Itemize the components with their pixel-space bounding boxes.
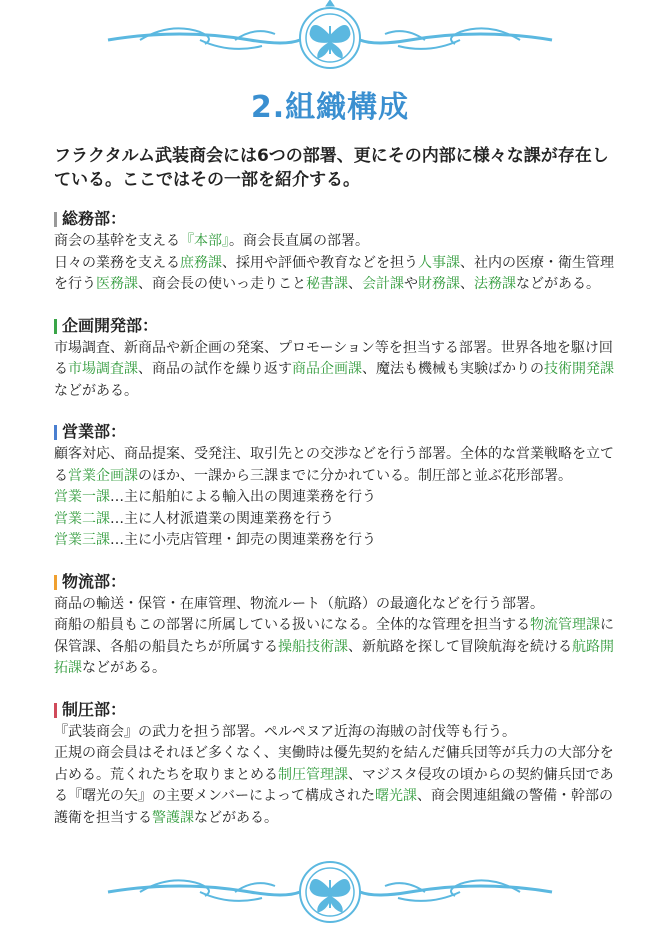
section-bar: [54, 212, 57, 227]
intro-text: フラクタルム武装商会には6つの部署、更にその内部に様々な課が存在している。ここではその一部を紹介する。: [54, 146, 609, 190]
enforcement-paragraph-1: 『武装商会』の武力を担う部署。ペルペヌア近海の海賊の討伐等も行う。: [54, 723, 516, 740]
section-title-general: [54, 208, 614, 230]
section-title-text: 総務部：: [62, 209, 127, 228]
section-bar: [54, 319, 57, 334]
general-paragraph-1: 商会の基幹を支える『本部』。商会長直属の部署。: [54, 233, 369, 249]
section-logistics: [54, 571, 614, 680]
section-sales: [54, 421, 614, 552]
section-general: [54, 208, 614, 296]
section-planning: [54, 315, 614, 403]
section-title-planning: [54, 315, 614, 337]
section-enforcement: [54, 699, 614, 830]
logistics-paragraph-2: 商船の船員もこの部署に所属している扱いになる。全体的な管理を担当する物流管理課に保管課、各船の船員たちが所属する操船技術課、新航路を探して冒険航海を続ける航路開拓課などがある。: [54, 617, 614, 676]
section-title-text: 企画開発部：: [62, 315, 159, 335]
page-title: 2.組織構成: [250, 90, 410, 125]
sales-line-1: 営業一課…主に船舶による輸入出の関連業務を行う: [54, 489, 376, 505]
butterfly-ornament-icon: [108, 862, 552, 922]
section-title-text: 制圧部：: [62, 699, 127, 719]
section-title-text: 物流部：: [62, 571, 127, 591]
section-title-logistics: [54, 571, 614, 593]
sales-line-3: 営業三課…主に小売店管理・卸売の関連業務を行う: [54, 532, 376, 548]
logistics-paragraph-1: 商品の輸送・保管・在庫管理、物流ルート（航路）の最適化などを行う部署。: [54, 595, 544, 612]
general-paragraph-2: 日々の業務を支える庶務課、採用や評価や教育などを担う人事課、社内の医療・衛生管理を行う医務課、商会長の使いっ走りこと秘書課、会計課や財務課、法務課などがある。: [54, 254, 614, 292]
section-bar: [54, 575, 57, 590]
section-title-sales: [54, 421, 614, 443]
section-title-enforcement: [54, 699, 614, 721]
section-bar: [54, 703, 57, 718]
top-ornament: [0, 0, 660, 80]
planning-paragraph-1: 市場調査、新商品や新企画の発案、プロモーション等を担当する部署。世界各地を駆け回る市場調査課、商品の試作を繰り返す商品企画課、魔法も機械も実験ばかりの技術開発課などがある。: [54, 339, 614, 399]
section-title-text: 営業部：: [62, 422, 127, 441]
enforcement-paragraph-2: 正規の商会員はそれほど多くなく、実働時は優先契約を結んだ傭兵団等が兵力の大部分を占める。荒くれたちを取りまとめる制圧管理課、マジスタ侵攻の頃からの契約傭兵団である『曙光の矢』の主要メンバーによって構成された曙光課、商会関連組織の警備・幹部の護衛を担当する警護課などがある。: [54, 745, 614, 826]
sales-paragraph-1: 顧客対応、商品提案、受発注、取引先との交渉などを行う部署。全体的な営業戦略を立てる営業企画課のほか、一課から三課までに分かれている。制圧部と並ぶ花形部署。: [54, 446, 614, 484]
bottom-ornament: [0, 852, 660, 932]
sales-line-2: 営業二課…主に人材派遣業の関連業務を行う: [54, 510, 334, 527]
butterfly-ornament-icon: [108, 0, 552, 68]
content: [54, 208, 614, 848]
section-bar: [54, 425, 57, 440]
